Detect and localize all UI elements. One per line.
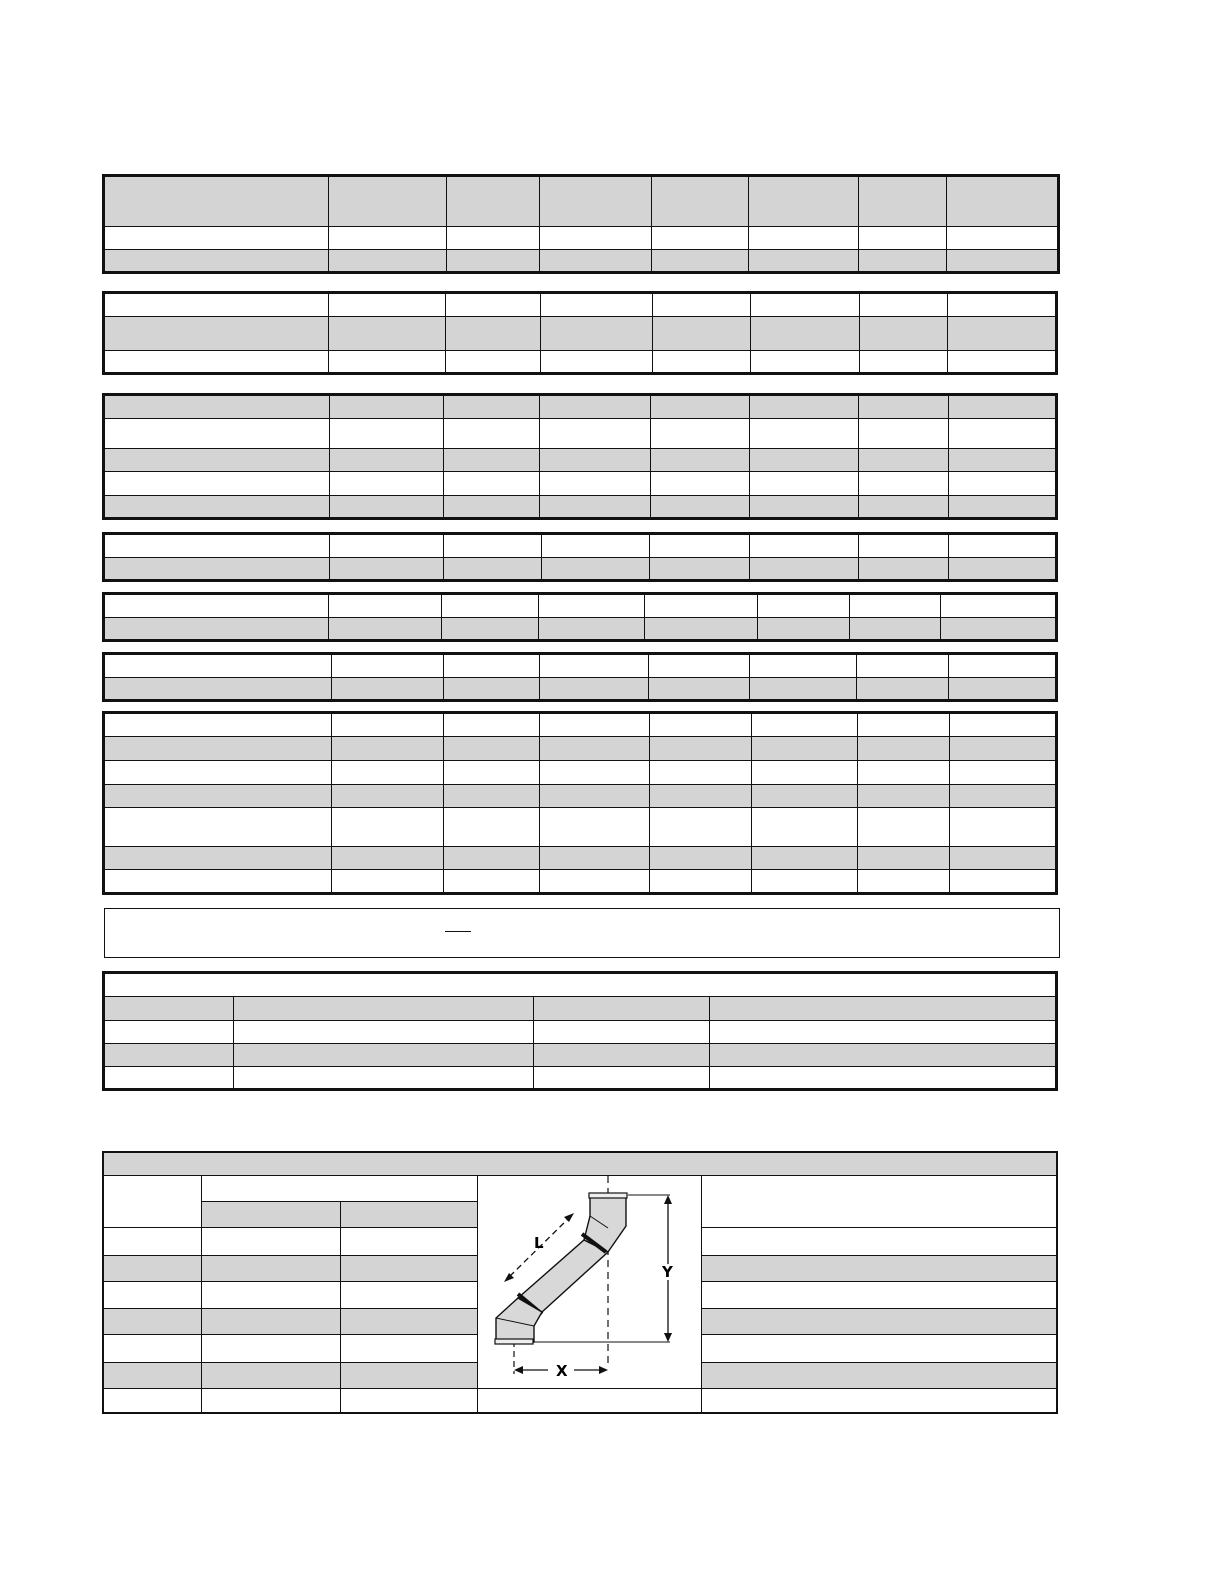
table-row [104, 250, 1059, 273]
table-row [104, 847, 1057, 870]
table-row [104, 534, 1057, 558]
spec-table-2 [102, 291, 1058, 375]
table-row [104, 1044, 1057, 1067]
note-underline-mark [445, 931, 471, 932]
table-row [103, 1389, 1057, 1413]
spec-table-8 [102, 971, 1058, 1091]
offset-table [102, 1151, 1058, 1414]
table-row [104, 419, 1057, 449]
table-row [104, 654, 1057, 678]
table-row [104, 227, 1059, 250]
table-row [104, 1067, 1057, 1090]
spec-table-3 [102, 393, 1058, 520]
table-row [104, 395, 1057, 419]
vertical-label: Y [661, 1263, 673, 1281]
table-row [104, 713, 1057, 737]
offset-diagram-cell [477, 1176, 701, 1389]
table-row [104, 351, 1057, 374]
table-row [104, 761, 1057, 785]
note-box [104, 908, 1060, 958]
spec-table-5 [102, 592, 1058, 642]
table-title-row [104, 973, 1057, 997]
table-row [104, 558, 1057, 581]
table-row [104, 808, 1057, 847]
table-title-row [103, 1152, 1057, 1176]
table-row [104, 496, 1057, 519]
table-row [104, 449, 1057, 472]
table-row [104, 785, 1057, 808]
table-row [104, 870, 1057, 894]
offset-pipe-elbow-diagram [478, 1176, 700, 1388]
horizontal-label: X [555, 1362, 568, 1380]
table-header-row [104, 997, 1057, 1021]
table-row [104, 678, 1057, 701]
table-row [104, 472, 1057, 496]
spec-table-6 [102, 652, 1058, 702]
table-row [104, 737, 1057, 761]
table-row [104, 293, 1057, 317]
table-row [104, 317, 1057, 351]
spec-table-4 [102, 532, 1058, 582]
table-header-row [103, 1176, 1057, 1202]
table-row [104, 618, 1057, 641]
spec-table-7 [102, 711, 1058, 895]
spec-table-1 [102, 174, 1060, 274]
table-header-row [104, 176, 1059, 227]
table-row [104, 594, 1057, 618]
table-row [104, 1021, 1057, 1044]
length-label: L [533, 1234, 544, 1252]
